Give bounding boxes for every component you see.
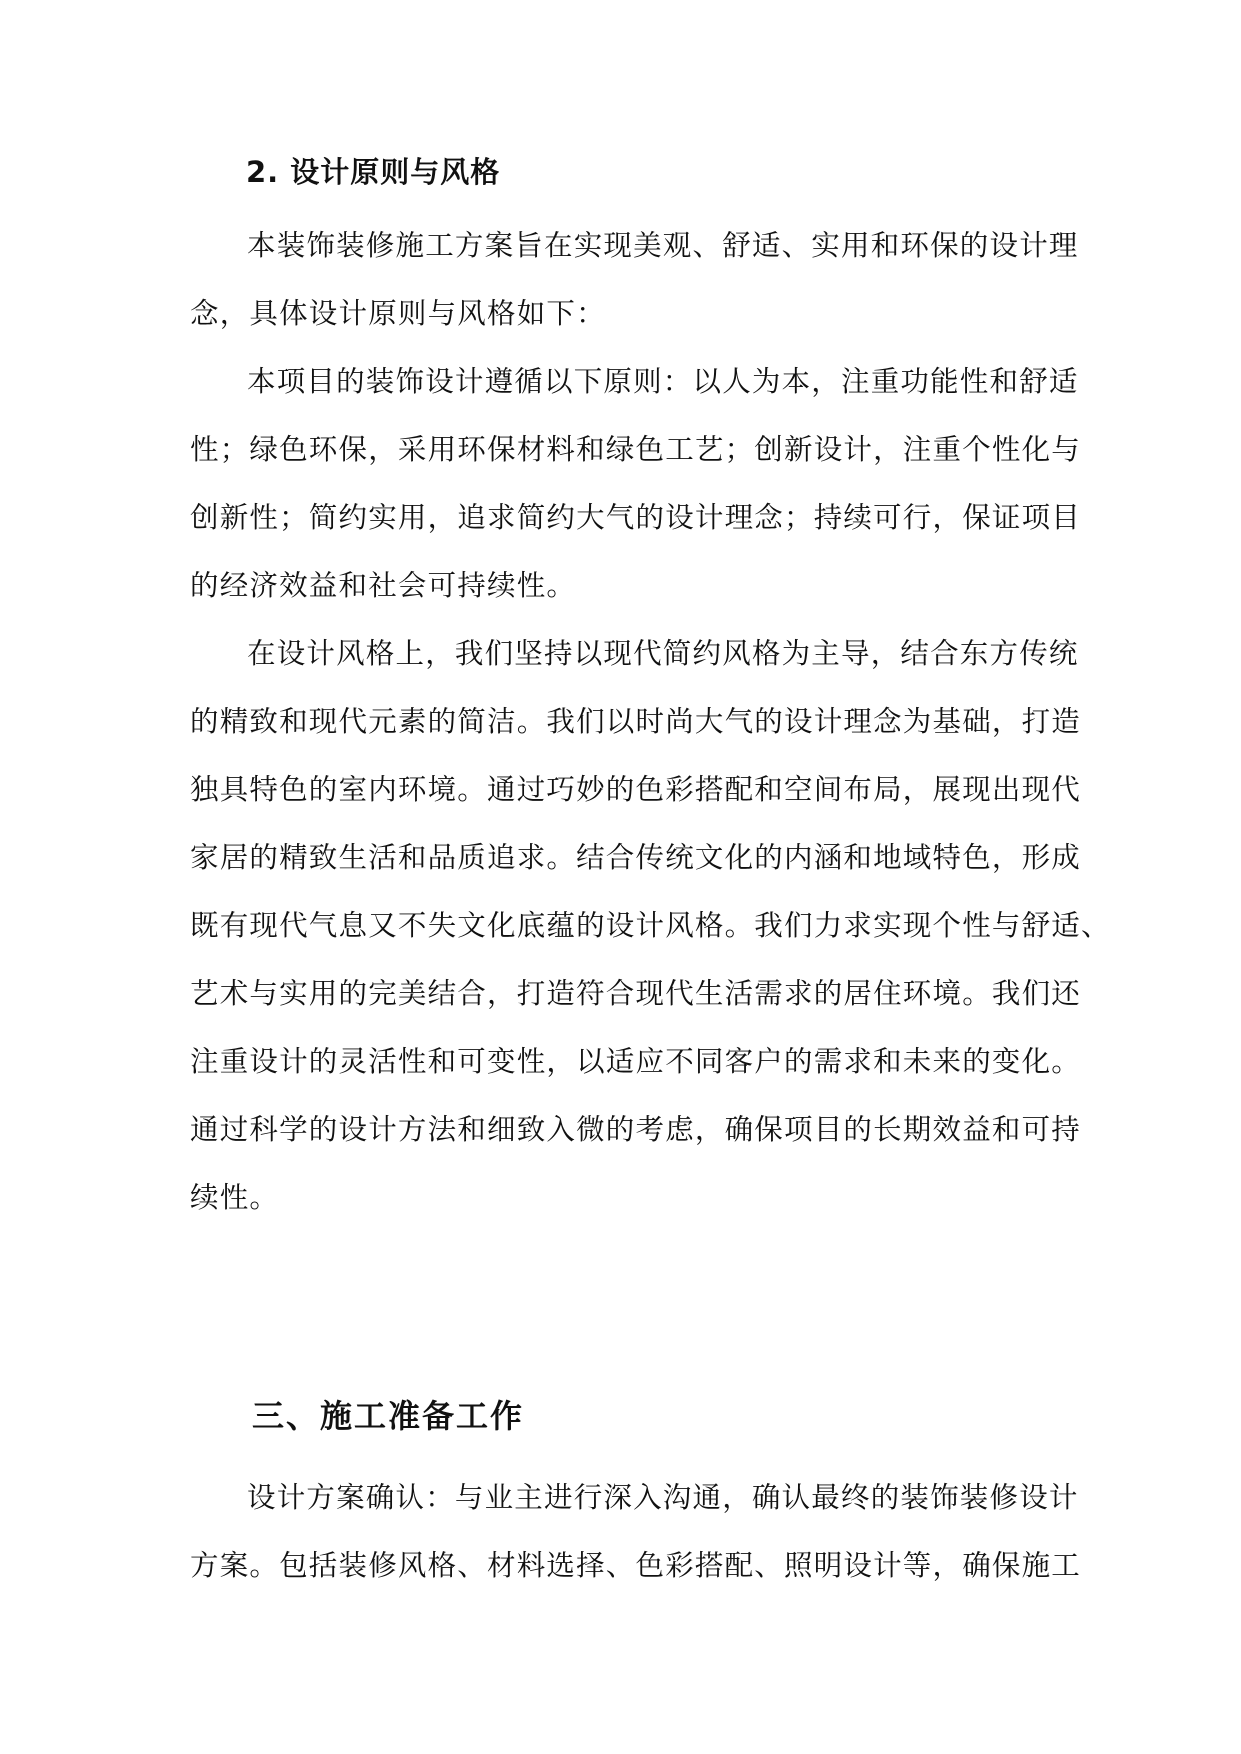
section-heading-design-principles: 2. 设计原则与风格 — [246, 155, 501, 189]
paragraph-line: 方案。包括装修风格、材料选择、色彩搭配、照明设计等，确保施工 — [190, 1549, 1082, 1582]
paragraph-line: 的经济效益和社会可持续性。 — [190, 569, 577, 602]
paragraph-line: 独具特色的室内环境。通过巧妙的色彩搭配和空间布局，展现出现代 — [190, 773, 1082, 806]
paragraph-line: 在设计风格上，我们坚持以现代简约风格为主导，结合东方传统 — [247, 637, 1079, 670]
paragraph-line: 家居的精致生活和品质追求。结合传统文化的内涵和地域特色，形成 — [190, 841, 1082, 874]
paragraph-line: 的精致和现代元素的简洁。我们以时尚大气的设计理念为基础，打造 — [190, 705, 1082, 738]
paragraph-line: 设计方案确认：与业主进行深入沟通，确认最终的装饰装修设计 — [247, 1481, 1079, 1514]
section-heading-construction-preparation: 三、施工准备工作 — [252, 1397, 525, 1435]
paragraph-line: 续性。 — [190, 1181, 280, 1214]
paragraph-line: 既有现代气息又不失文化底蕴的设计风格。我们力求实现个性与舒适、 — [190, 909, 1111, 942]
paragraph-line: 注重设计的灵活性和可变性，以适应不同客户的需求和未来的变化。 — [190, 1045, 1082, 1078]
paragraph-line: 通过科学的设计方法和细致入微的考虑，确保项目的长期效益和可持 — [190, 1113, 1082, 1146]
paragraph-line: 本装饰装修施工方案旨在实现美观、舒适、实用和环保的设计理 — [247, 229, 1079, 262]
paragraph-line: 本项目的装饰设计遵循以下原则：以人为本，注重功能性和舒适 — [247, 365, 1079, 398]
paragraph-line: 创新性；简约实用，追求简约大气的设计理念；持续可行，保证项目 — [190, 501, 1082, 534]
paragraph-line: 念，具体设计原则与风格如下： — [190, 297, 606, 330]
paragraph-line: 性；绿色环保，采用环保材料和绿色工艺；创新设计，注重个性化与 — [190, 433, 1082, 466]
paragraph-line: 艺术与实用的完美结合，打造符合现代生活需求的居住环境。我们还 — [190, 977, 1082, 1010]
